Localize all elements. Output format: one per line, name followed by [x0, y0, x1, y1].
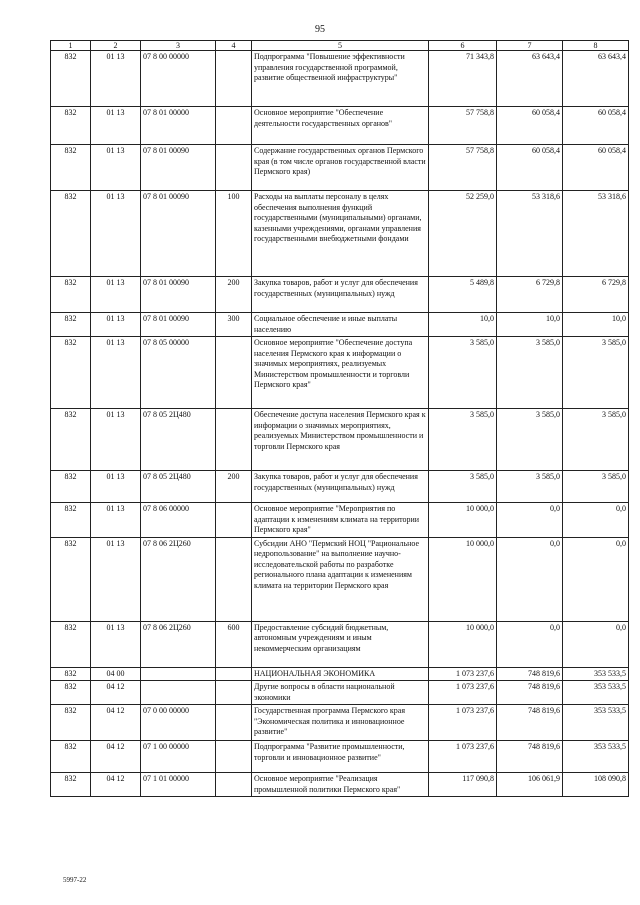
table-cell-c8: 0,0 [563, 503, 629, 538]
budget-table [50, 40, 629, 797]
table-cell-c5: Подпрограмма "Повышение эффективности управления государственной программой, развитие общественной инфраструктуры" [252, 51, 429, 107]
table-cell-c1: 832 [51, 503, 91, 538]
table-row [51, 471, 629, 503]
table-cell-c4 [216, 107, 252, 145]
table-cell-c7: 60 058,4 [497, 145, 563, 191]
table-row [51, 277, 629, 313]
table-cell-c6: 5 489,8 [429, 277, 497, 313]
table-cell-c8: 10,0 [563, 313, 629, 337]
table-cell-c4 [216, 51, 252, 107]
table-cell-c8: 53 318,6 [563, 191, 629, 277]
table-cell-c5: Основное мероприятие "Мероприятия по адаптации к изменениям климата на территории Пермского края" [252, 503, 429, 538]
table-cell-c5: Государственная программа Пермского края "Экономическая политика и инновационное развитие" [252, 705, 429, 741]
table-cell-c7: 0,0 [497, 621, 563, 667]
table-cell-c1: 832 [51, 145, 91, 191]
table-cell-c4 [216, 337, 252, 409]
table-cell-c7: 748 819,6 [497, 741, 563, 773]
table-cell-c7: 3 585,0 [497, 337, 563, 409]
table-cell-c8: 0,0 [563, 621, 629, 667]
table-cell-c4: 300 [216, 313, 252, 337]
table-cell-c6: 10,0 [429, 313, 497, 337]
table-cell-c3: 07 8 01 00090 [141, 191, 216, 277]
table-row [51, 681, 629, 705]
table-cell-c5: Закупка товаров, работ и услуг для обеспечения государственных (муниципальных) нужд [252, 471, 429, 503]
table-cell-c2: 04 12 [91, 681, 141, 705]
table-cell-c4 [216, 537, 252, 621]
table-cell-c5: Основное мероприятие "Обеспечение доступа населения Пермского края к информации о значимых мероприятиях, реализуемых Министерством промышленности и торговли Пермского края" [252, 337, 429, 409]
table-body [51, 51, 629, 797]
table-cell-c8: 353 533,5 [563, 681, 629, 705]
table-cell-c3: 07 8 06 2Ц260 [141, 537, 216, 621]
table-cell-c7: 3 585,0 [497, 471, 563, 503]
table-cell-c1: 832 [51, 773, 91, 797]
table-row [51, 773, 629, 797]
table-cell-c6: 3 585,0 [429, 471, 497, 503]
table-cell-c1: 832 [51, 409, 91, 471]
table-cell-c1: 832 [51, 337, 91, 409]
table-cell-c7: 0,0 [497, 537, 563, 621]
table-cell-c4 [216, 773, 252, 797]
table-cell-c2: 01 13 [91, 145, 141, 191]
table-cell-c8: 6 729,8 [563, 277, 629, 313]
table-cell-c3: 07 8 00 00000 [141, 51, 216, 107]
table-cell-c2: 01 13 [91, 621, 141, 667]
table-cell-c3: 07 0 00 00000 [141, 705, 216, 741]
table-cell-c7: 6 729,8 [497, 277, 563, 313]
table-cell-c4: 200 [216, 471, 252, 503]
table-cell-c2: 04 12 [91, 705, 141, 741]
table-cell-c6: 10 000,0 [429, 621, 497, 667]
column-header: 7 [497, 41, 563, 51]
table-cell-c1: 832 [51, 191, 91, 277]
table-cell-c6: 117 090,8 [429, 773, 497, 797]
table-cell-c3: 07 8 05 2Ц480 [141, 471, 216, 503]
table-cell-c2: 01 13 [91, 191, 141, 277]
table-cell-c4 [216, 741, 252, 773]
table-cell-c3 [141, 667, 216, 681]
table-cell-c3: 07 8 01 00000 [141, 107, 216, 145]
table-cell-c7: 748 819,6 [497, 667, 563, 681]
column-header: 8 [563, 41, 629, 51]
table-cell-c2: 04 12 [91, 741, 141, 773]
column-header: 6 [429, 41, 497, 51]
table-cell-c8: 3 585,0 [563, 471, 629, 503]
table-cell-c1: 832 [51, 471, 91, 503]
table-cell-c4: 200 [216, 277, 252, 313]
table-cell-c6: 3 585,0 [429, 337, 497, 409]
table-cell-c8: 60 058,4 [563, 145, 629, 191]
table-cell-c3: 07 8 06 2Ц260 [141, 621, 216, 667]
table-cell-c7: 106 061,9 [497, 773, 563, 797]
table-cell-c6: 10 000,0 [429, 537, 497, 621]
table-cell-c2: 01 13 [91, 503, 141, 538]
table-row [51, 741, 629, 773]
table-cell-c7: 10,0 [497, 313, 563, 337]
table-cell-c7: 748 819,6 [497, 681, 563, 705]
table-cell-c8: 3 585,0 [563, 409, 629, 471]
table-cell-c2: 01 13 [91, 107, 141, 145]
table-cell-c1: 832 [51, 681, 91, 705]
column-header: 2 [91, 41, 141, 51]
table-cell-c4 [216, 705, 252, 741]
table-cell-c4: 600 [216, 621, 252, 667]
table-cell-c7: 0,0 [497, 503, 563, 538]
table-cell-c5: Субсидии АНО "Пермский НОЦ "Рациональное недропользование" на выполнение научно-исследовательской работы по разработке регионального плана адаптации к изменениям климата на территории Пермского края [252, 537, 429, 621]
table-cell-c4 [216, 503, 252, 538]
table-cell-c6: 57 758,8 [429, 145, 497, 191]
table-cell-c2: 04 12 [91, 773, 141, 797]
table-cell-c3: 07 1 00 00000 [141, 741, 216, 773]
table-cell-c5: Другие вопросы в области национальной экономики [252, 681, 429, 705]
table-cell-c6: 57 758,8 [429, 107, 497, 145]
table-row [51, 667, 629, 681]
table-cell-c2: 01 13 [91, 277, 141, 313]
column-header: 1 [51, 41, 91, 51]
table-cell-c6: 1 073 237,6 [429, 681, 497, 705]
table-cell-c2: 01 13 [91, 51, 141, 107]
table-cell-c6: 3 585,0 [429, 409, 497, 471]
table-cell-c7: 748 819,6 [497, 705, 563, 741]
table-cell-c3: 07 8 06 00000 [141, 503, 216, 538]
table-cell-c4: 100 [216, 191, 252, 277]
table-cell-c3: 07 8 01 00090 [141, 313, 216, 337]
table-cell-c8: 353 533,5 [563, 705, 629, 741]
table-row [51, 537, 629, 621]
table-cell-c1: 832 [51, 51, 91, 107]
table-cell-c5: Закупка товаров, работ и услуг для обеспечения государственных (муниципальных) нужд [252, 277, 429, 313]
table-cell-c1: 832 [51, 277, 91, 313]
table-cell-c2: 01 13 [91, 337, 141, 409]
table-cell-c8: 60 058,4 [563, 107, 629, 145]
table-row [51, 145, 629, 191]
table-cell-c5: Содержание государственных органов Пермского края (в том числе органов государственной власти Пермского края) [252, 145, 429, 191]
table-cell-c8: 3 585,0 [563, 337, 629, 409]
table-cell-c5: Обеспечение доступа населения Пермского края к информации о значимых мероприятиях, реализуемых Министерством промышленности и торговли Пермского края [252, 409, 429, 471]
table-cell-c5: Социальное обеспечение и иные выплаты населению [252, 313, 429, 337]
table-cell-c8: 0,0 [563, 537, 629, 621]
table-cell-c4 [216, 681, 252, 705]
table-cell-c4 [216, 667, 252, 681]
table-cell-c1: 832 [51, 537, 91, 621]
table-cell-c7: 60 058,4 [497, 107, 563, 145]
table-row [51, 313, 629, 337]
table-cell-c7: 3 585,0 [497, 409, 563, 471]
table-cell-c8: 353 533,5 [563, 741, 629, 773]
table-row [51, 107, 629, 145]
table-cell-c7: 63 643,4 [497, 51, 563, 107]
table-cell-c1: 832 [51, 107, 91, 145]
table-cell-c5: НАЦИОНАЛЬНАЯ ЭКОНОМИКА [252, 667, 429, 681]
table-cell-c6: 10 000,0 [429, 503, 497, 538]
table-cell-c8: 353 533,5 [563, 667, 629, 681]
table-cell-c2: 01 13 [91, 313, 141, 337]
table-cell-c3: 07 8 05 2Ц480 [141, 409, 216, 471]
table-cell-c6: 71 343,8 [429, 51, 497, 107]
table-row [51, 705, 629, 741]
table-cell-c7: 53 318,6 [497, 191, 563, 277]
column-header: 3 [141, 41, 216, 51]
table-cell-c5: Основное мероприятие "Обеспечение деятельности государственных органов" [252, 107, 429, 145]
table-cell-c3: 07 8 05 00000 [141, 337, 216, 409]
table-cell-c1: 832 [51, 741, 91, 773]
table-cell-c1: 832 [51, 667, 91, 681]
table-cell-c1: 832 [51, 705, 91, 741]
table-row [51, 409, 629, 471]
table-cell-c5: Расходы на выплаты персоналу в целях обеспечения выполнения функций государственными (муниципальными) органами, казенными учреждениями, органами управления государственными внебюджетными фондами [252, 191, 429, 277]
table-cell-c5: Основное мероприятие "Реализация промышленной политики Пермского края" [252, 773, 429, 797]
table-cell-c2: 01 13 [91, 409, 141, 471]
column-header: 5 [252, 41, 429, 51]
table-cell-c6: 52 259,0 [429, 191, 497, 277]
table-row [51, 337, 629, 409]
table-cell-c3: 07 8 01 00090 [141, 277, 216, 313]
table-row [51, 51, 629, 107]
table-cell-c3: 07 1 01 00000 [141, 773, 216, 797]
table-cell-c5: Предоставление субсидий бюджетным, автономным учреждениям и иным некоммерческим организациям [252, 621, 429, 667]
table-row [51, 503, 629, 538]
table-cell-c6: 1 073 237,6 [429, 741, 497, 773]
table-row [51, 191, 629, 277]
column-header: 4 [216, 41, 252, 51]
table-row [51, 621, 629, 667]
table-cell-c3: 07 8 01 00090 [141, 145, 216, 191]
table-cell-c1: 832 [51, 313, 91, 337]
table-cell-c8: 108 090,8 [563, 773, 629, 797]
table-cell-c2: 01 13 [91, 471, 141, 503]
table-cell-c5: Подпрограмма "Развитие промышленности, торговли и инновационное развитие" [252, 741, 429, 773]
table-cell-c4 [216, 145, 252, 191]
table-cell-c1: 832 [51, 621, 91, 667]
page-number: 95 [315, 24, 325, 35]
table-cell-c8: 63 643,4 [563, 51, 629, 107]
table-cell-c4 [216, 409, 252, 471]
table-cell-c2: 01 13 [91, 537, 141, 621]
header-row [51, 41, 629, 51]
table-cell-c2: 04 00 [91, 667, 141, 681]
table-cell-c3 [141, 681, 216, 705]
table-cell-c6: 1 073 237,6 [429, 705, 497, 741]
document-code: 5997-22 [63, 876, 87, 884]
table-cell-c6: 1 073 237,6 [429, 667, 497, 681]
